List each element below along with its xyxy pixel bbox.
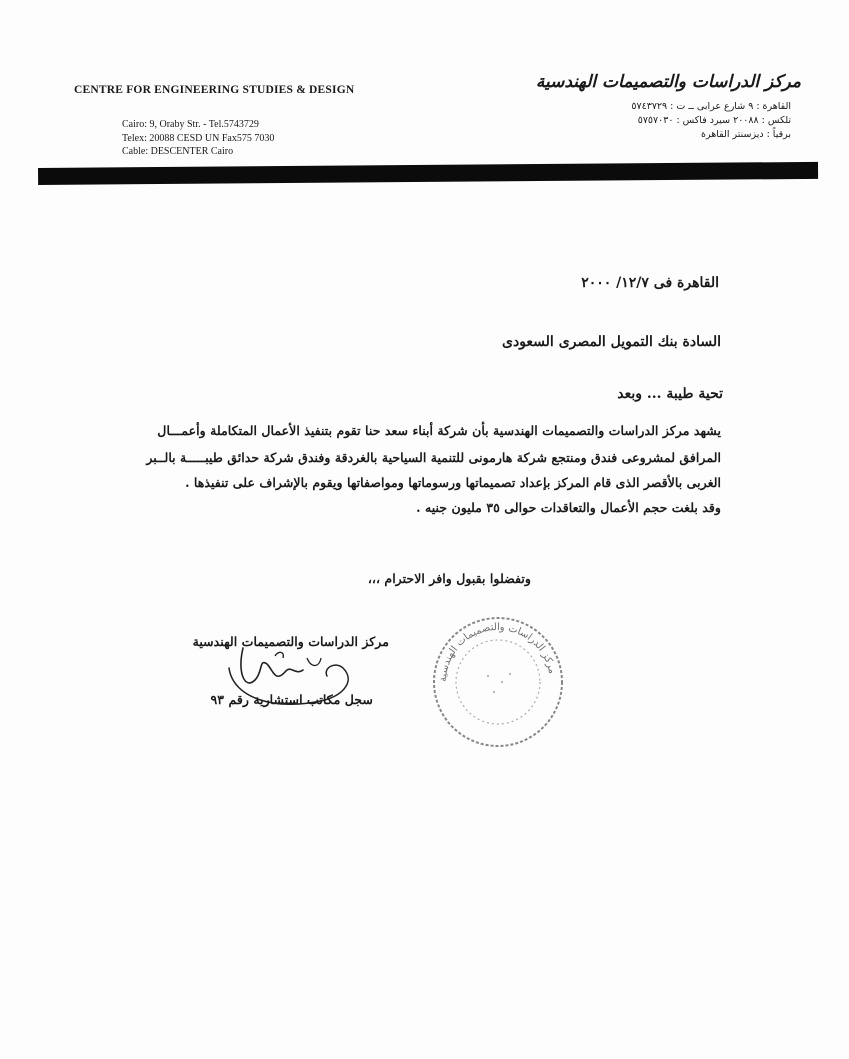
letterhead-english-telex-fax: Telex: 20088 CESD UN Fax575 7030 <box>122 132 275 144</box>
letter-date: القاهرة فى ١٢/٧/ ٢٠٠٠ <box>581 275 719 291</box>
letterhead-arabic-name: مركز الدراسات والتصميمات الهندسية <box>535 72 801 92</box>
official-stamp <box>428 612 568 752</box>
body-line: المرافق لمشروعى فندق ومنتجع شركة هارمونى للتنمية السياحية بالغردقة وفندق شركة حدائق طيبـــــة بالــبر <box>146 450 721 465</box>
letterhead-arabic-telex-fax: تلكس : ٢٠٠٨٨ سيرد فاكس : ٥٧٥٧٠٣٠ <box>637 115 791 126</box>
svg-text:مركز الدراسات والتصميمات الهند: مركز الدراسات والتصميمات الهندسية <box>437 621 558 683</box>
letter-recipient: السادة بنك التمويل المصرى السعودى <box>502 334 721 350</box>
signature-organization: مركز الدراسات والتصميمات الهندسية <box>192 634 389 649</box>
body-line: الغربى بالأقصر الذى قام المركز بإعداد تصميماتها ورسوماتها ومواصفاتها ويقوم بالإشراف على تنفيذها . <box>185 475 721 490</box>
letterhead-english-address: Cairo: 9, Oraby Str. - Tel.5743729 <box>122 119 259 130</box>
letterhead-divider <box>38 162 818 185</box>
letterhead-arabic-contact <box>631 100 791 142</box>
handwritten-signature <box>215 628 375 718</box>
letterhead-arabic-cable: برقياً : ديزسنتر القاهرة <box>701 129 791 140</box>
body-line: وقد بلغت حجم الأعمال والتعاقدات حوالى ٣٥ مليون جنيه . <box>416 500 721 515</box>
letterhead-english-cable: Cable: DESCENTER Cairo <box>122 146 234 157</box>
letterhead-arabic-address: القاهرة : ٩ شارع عرابى ــ ت : ٥٧٤٣٧٢٩ <box>631 101 791 112</box>
body-line: يشهد مركز الدراسات والتصميمات الهندسية بأن شركة أبناء سعد حنا تقوم بتنفيذ الأعمال المتكاملة وأعمـــال <box>157 423 721 438</box>
letter-greeting: تحية طيبة ... وبعد <box>617 386 723 402</box>
letterhead-english-name: CENTRE FOR ENGINEERING STUDIES & DESIGN <box>74 84 355 96</box>
registration-number: سجل مكاتب استشارية رقم ٩٣ <box>210 692 373 707</box>
letterhead-english-contact <box>122 118 274 159</box>
letter-closing: وتفضلوا بقبول وافر الاحترام ،،، <box>367 571 531 586</box>
